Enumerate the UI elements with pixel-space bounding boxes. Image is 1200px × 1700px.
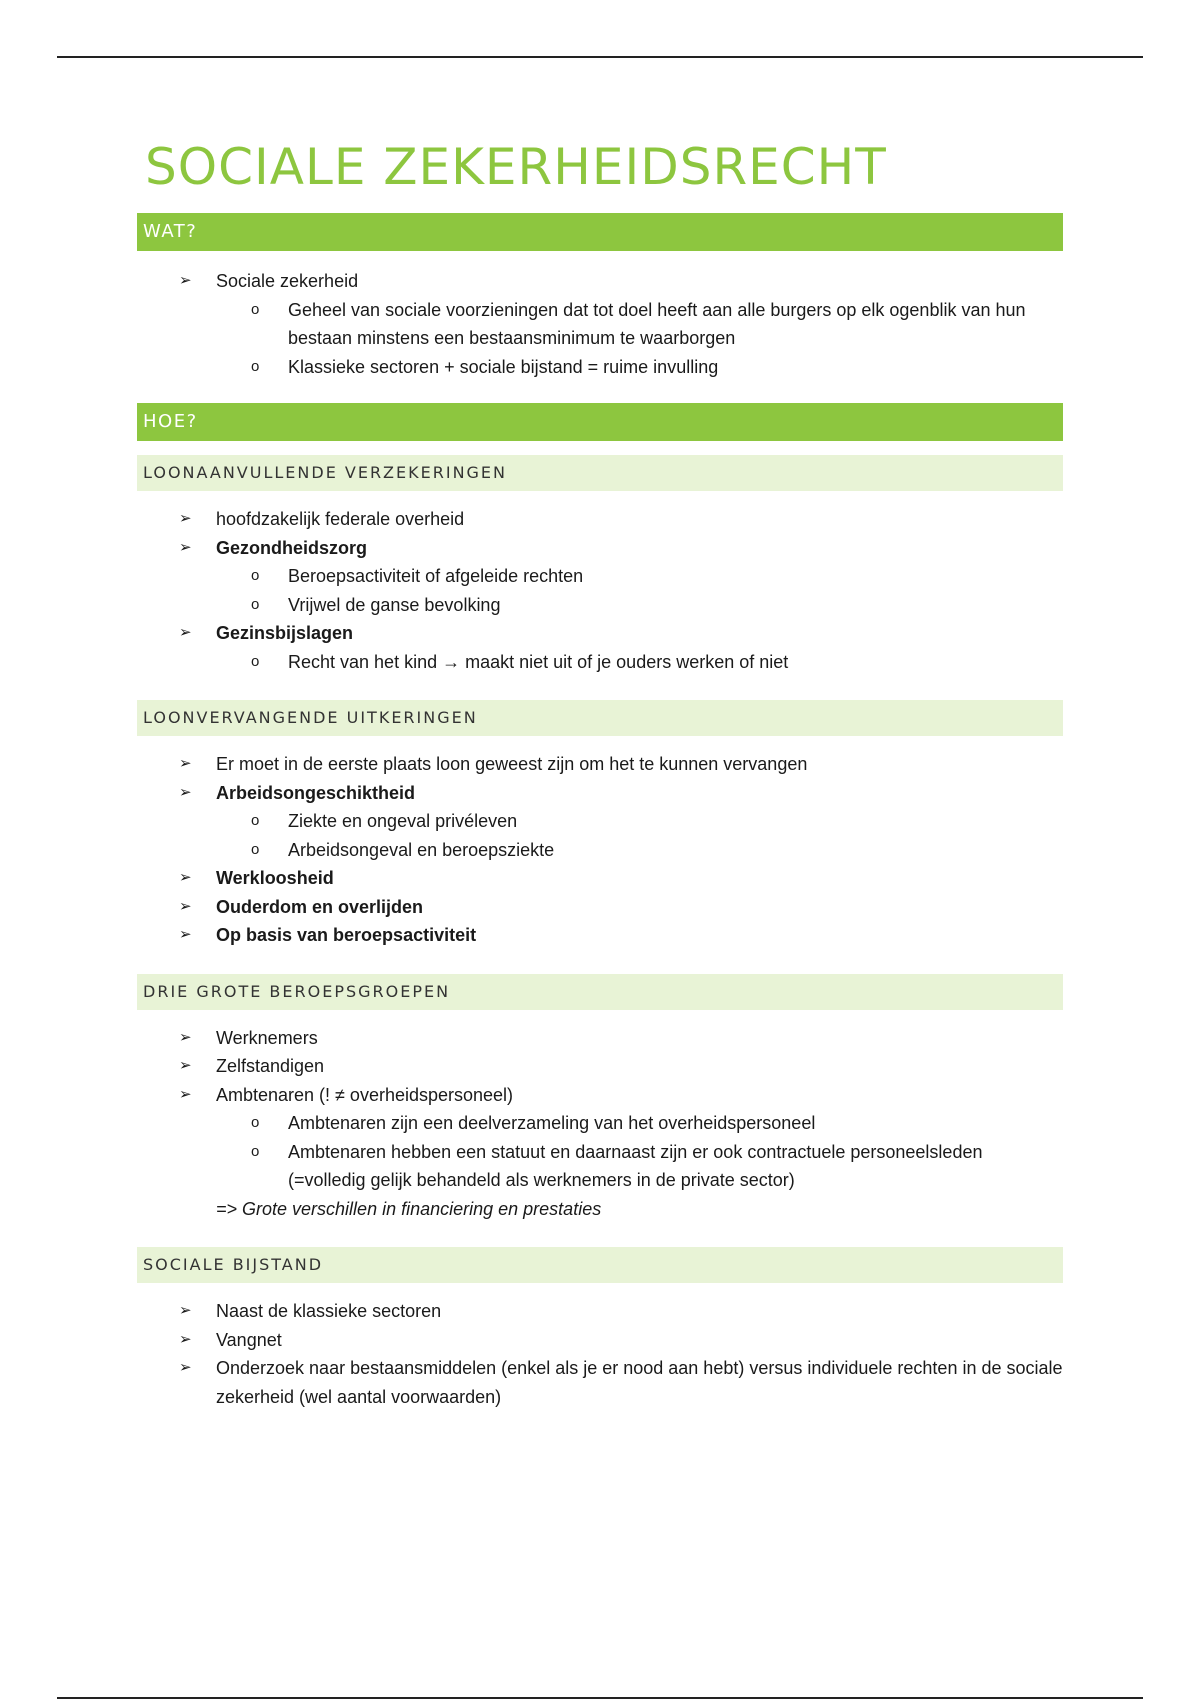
arrow-bullet-icon: ➢: [179, 272, 192, 289]
heading-loonaanvullende: LOONAANVULLENDE VERZEKERINGEN: [137, 455, 1063, 491]
arrow-bullet-icon: ➢: [179, 926, 192, 943]
arrow-bullet-icon: ➢: [179, 510, 192, 527]
list-item: ➢ Er moet in de eerste plaats loon geweest zijn om het te kunnen vervangen: [137, 750, 1063, 779]
list-subitem: o Klassieke sectoren + sociale bijstand = ruime invulling: [137, 353, 1063, 382]
arrow-bullet-icon: ➢: [179, 1028, 192, 1046]
loonaanvullende-list: [137, 505, 1063, 676]
circle-bullet-icon: o: [251, 567, 260, 584]
list-subitem: o Ambtenaren hebben een statuut en daarnaast zijn er ook contractuele personeelsleden (=volledig gelijk behandeld als werknemers in de private sector): [137, 1138, 1063, 1195]
arrow-bullet-icon: ➢: [179, 1359, 192, 1376]
circle-bullet-icon: o: [251, 357, 260, 375]
arrow-bullet-icon: ➢: [179, 783, 192, 801]
bijstand-list: [137, 1297, 1063, 1411]
circle-bullet-icon: o: [251, 300, 260, 318]
list-item: ➢ Werknemers: [137, 1024, 1063, 1053]
loonvervangende-list: [137, 750, 1063, 950]
list-subitem: o Ziekte en ongeval privéleven: [137, 807, 1063, 836]
bottom-rule: [57, 1697, 1143, 1699]
arrow-bullet-icon: ➢: [179, 1302, 192, 1319]
circle-bullet-icon: o: [251, 812, 260, 829]
arrow-bullet-icon: ➢: [179, 1085, 192, 1103]
arrow-bullet-icon: ➢: [179, 1057, 192, 1074]
list-item: ➢ Werkloosheid: [137, 864, 1063, 893]
arrow-bullet-icon: ➢: [179, 869, 192, 886]
circle-bullet-icon: o: [251, 1114, 260, 1131]
list-subitem: o Geheel van sociale voorzieningen dat tot doel heeft aan alle burgers op elk ogenblik van hun bestaan minstens een bestaansminimum te waarborgen: [137, 296, 1063, 353]
arrow-bullet-icon: ➢: [179, 755, 192, 772]
top-rule: [57, 56, 1143, 58]
list-subitem: o Vrijwel de ganse bevolking: [137, 591, 1063, 620]
list-item: ➢ Gezinsbijslagen: [137, 619, 1063, 648]
list-item: ➢ Vangnet: [137, 1326, 1063, 1355]
heading-loonvervangende: LOONVERVANGENDE UITKERINGEN: [137, 700, 1063, 736]
list-subitem: o Ambtenaren zijn een deelverzameling van het overheidspersoneel: [137, 1109, 1063, 1138]
circle-bullet-icon: o: [251, 1142, 260, 1160]
circle-bullet-icon: o: [251, 840, 260, 858]
list-subitem: o Recht van het kind → maakt niet uit of je ouders werken of niet: [137, 648, 1063, 677]
arrow-bullet-icon: ➢: [179, 1330, 192, 1348]
list-item: ➢ Zelfstandigen: [137, 1052, 1063, 1081]
heading-beroepsgroepen: DRIE GROTE BEROEPSGROEPEN: [137, 974, 1063, 1010]
document-body: [137, 140, 1063, 1411]
arrow-bullet-icon: ➢: [179, 897, 192, 915]
heading-hoe: HOE?: [137, 403, 1063, 441]
circle-bullet-icon: o: [251, 652, 260, 670]
list-item: ➢ Naast de klassieke sectoren: [137, 1297, 1063, 1326]
beroepsgroepen-list: [137, 1024, 1063, 1195]
list-item: ➢ Ambtenaren (! ≠ overheidspersoneel): [137, 1081, 1063, 1110]
list-subitem: o Arbeidsongeval en beroepsziekte: [137, 836, 1063, 865]
list-item: ➢ Arbeidsongeschiktheid: [137, 779, 1063, 808]
list-item: ➢ Ouderdom en overlijden: [137, 893, 1063, 922]
list-item: ➢ Op basis van beroepsactiviteit: [137, 921, 1063, 950]
page-title: SOCIALE ZEKERHEIDSRECHT: [145, 138, 887, 196]
heading-bijstand: SOCIALE BIJSTAND: [137, 1247, 1063, 1283]
list-item: ➢ Sociale zekerheid: [137, 267, 1063, 296]
list-item: ➢ hoofdzakelijk federale overheid: [137, 505, 1063, 534]
list-item: ➢ Onderzoek naar bestaansmiddelen (enkel als je er nood aan hebt) versus individuele rechten in de sociale zekerheid (wel aantal voorwaarden): [137, 1354, 1063, 1411]
arrow-bullet-icon: ➢: [179, 538, 192, 556]
wat-list: [137, 267, 1063, 381]
list-subitem: o Beroepsactiviteit of afgeleide rechten: [137, 562, 1063, 591]
list-item: ➢ Gezondheidszorg: [137, 534, 1063, 563]
heading-wat: WAT?: [137, 213, 1063, 251]
note-text: => Grote verschillen in financiering en prestaties: [216, 1198, 602, 1219]
circle-bullet-icon: o: [251, 595, 260, 613]
arrow-bullet-icon: ➢: [179, 624, 192, 641]
